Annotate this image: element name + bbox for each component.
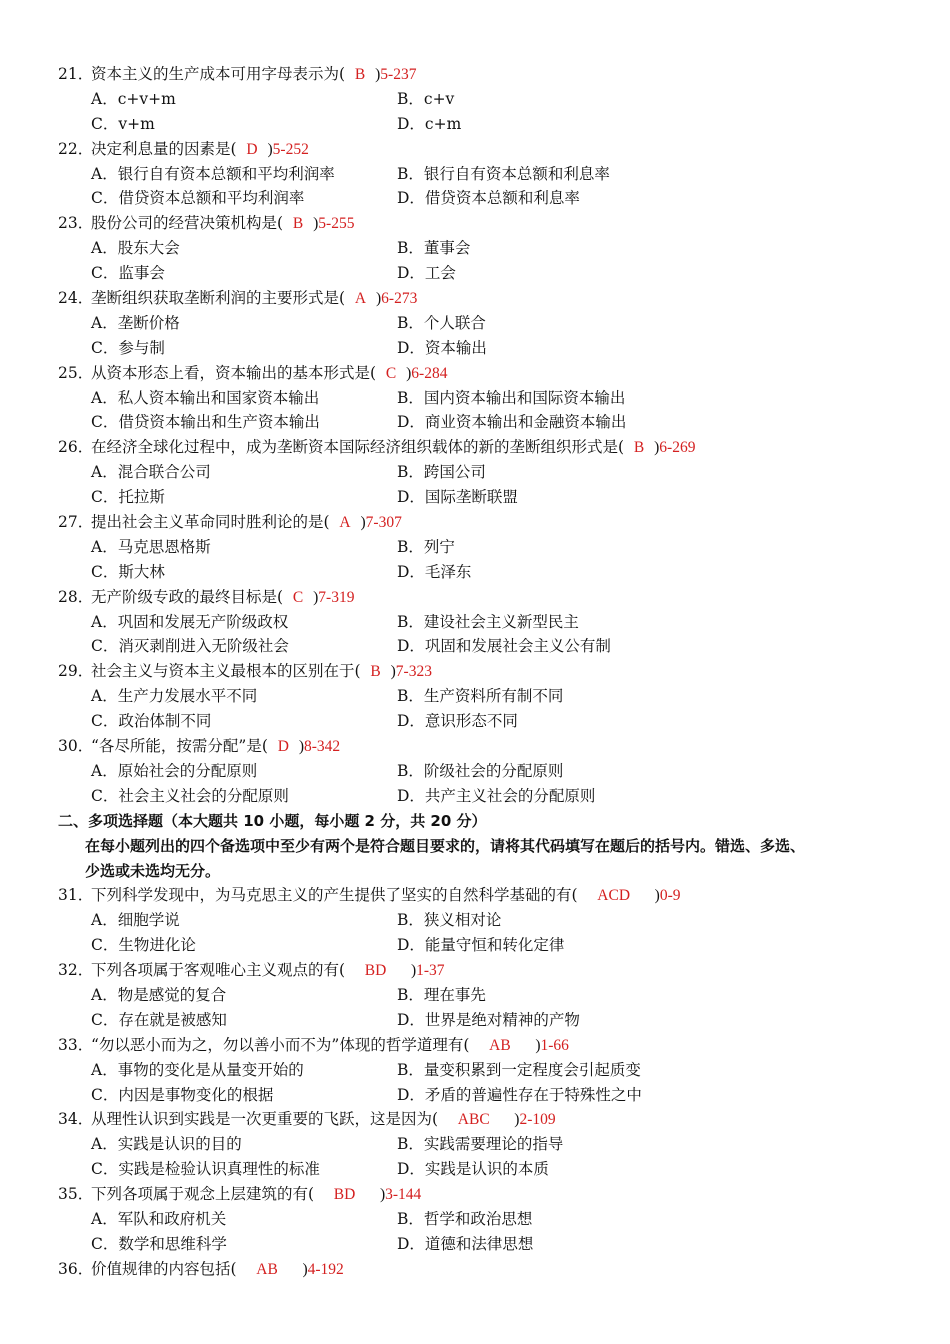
question-text: 价值规律的内容包括( — [91, 1259, 237, 1278]
question-number: 28． — [58, 587, 94, 606]
question-number: 32． — [58, 961, 94, 980]
question-stem — [0, 361, 950, 386]
options-row — [0, 460, 950, 485]
answer-key: B — [292, 215, 304, 233]
close-paren: ) — [375, 290, 382, 308]
question-stem — [0, 62, 950, 87]
option-b: B．狭义相对论 — [397, 911, 502, 930]
question-stem — [0, 734, 950, 759]
options-row — [0, 634, 950, 659]
question-stem — [0, 1182, 950, 1207]
options-row — [0, 610, 950, 635]
options-row — [0, 261, 950, 286]
options-row — [0, 1207, 950, 1232]
question-text: 股份公司的经营决策机构是( — [91, 214, 284, 233]
page-reference: 7-323 — [395, 663, 432, 681]
close-paren: ) — [654, 439, 660, 457]
options-row — [0, 709, 950, 734]
options-row — [0, 485, 950, 510]
option-a: A．c+v+m — [91, 89, 176, 108]
options-row — [0, 759, 950, 784]
options-row — [0, 1232, 950, 1257]
answer-key: BD — [364, 962, 387, 980]
question-number: 26． — [58, 438, 94, 457]
answer-key: C — [292, 588, 304, 606]
options-row — [0, 186, 950, 211]
question-number: 24． — [58, 289, 94, 308]
section-title: 二、多项选择题（本大题共 10 小题，每小题 2 分，共 20 分） — [58, 811, 487, 830]
close-paren: ) — [654, 887, 660, 905]
option-c: C．借贷资本输出和生产资本输出 — [91, 413, 320, 432]
question-number: 31． — [58, 886, 94, 905]
question-text: 下列各项属于客观唯心主义观点的有( — [91, 961, 346, 980]
options-row — [0, 87, 950, 112]
option-d: D．工会 — [397, 264, 456, 283]
option-c: C．实践是检验认识真理性的标准 — [91, 1160, 320, 1179]
section-instructions-line2: 少选或未选均无分。 — [85, 861, 221, 880]
option-a: A．细胞学说 — [91, 911, 180, 930]
question-text: 决定利息量的因素是( — [91, 139, 237, 158]
options-row — [0, 1157, 950, 1182]
exam-document — [0, 62, 950, 1282]
option-c: C．存在就是被感知 — [91, 1010, 227, 1029]
option-c: C．数学和思维科学 — [91, 1234, 227, 1253]
options-row — [0, 908, 950, 933]
option-a: A．银行自有资本总额和平均利润率 — [91, 164, 335, 183]
option-d: D．商业资本输出和金融资本输出 — [397, 413, 627, 432]
page-reference: 1-66 — [540, 1036, 569, 1054]
options-row — [0, 311, 950, 336]
close-paren: ) — [313, 588, 319, 606]
option-c: C．v+m — [91, 114, 155, 133]
option-d: D．世界是绝对精神的产物 — [397, 1010, 580, 1029]
question-stem — [0, 137, 950, 162]
page-reference: 1-37 — [416, 962, 445, 980]
option-c: C．消灭剥削进入无阶级社会 — [91, 637, 289, 656]
question-text: 资本主义的生产成本可用字母表示为( — [91, 65, 346, 83]
option-d: D．道德和法律思想 — [397, 1234, 534, 1253]
question-number: 22． — [58, 139, 94, 158]
options-row — [0, 1008, 950, 1033]
question-text: 从资本形态上看，资本输出的基本形式是( — [91, 363, 377, 382]
page-reference: 2-109 — [519, 1111, 556, 1129]
answer-key: D — [246, 140, 258, 158]
options-row — [0, 386, 950, 411]
question-number: 30． — [58, 737, 94, 756]
question-stem — [0, 1033, 950, 1058]
answer-key: A — [339, 514, 351, 532]
option-c: C．内因是事物变化的根据 — [91, 1085, 274, 1104]
option-a: A．原始社会的分配原则 — [91, 761, 258, 780]
option-d: D．资本输出 — [397, 338, 487, 357]
question-text: 社会主义与资本主义最根本的区别在于( — [91, 662, 361, 681]
option-a: A．马克思恩格斯 — [91, 537, 211, 556]
option-b: B．个人联合 — [397, 313, 486, 332]
close-paren: ) — [390, 663, 396, 681]
question-text: 从理性认识到实践是一次更重要的飞跃，这是因为( — [91, 1110, 439, 1129]
question-number: 29． — [58, 662, 94, 681]
question-stem — [0, 883, 950, 908]
options-row — [0, 1058, 950, 1083]
options-row — [0, 236, 950, 261]
page-reference: 5-255 — [318, 215, 355, 233]
option-d: D．实践是认识的本质 — [397, 1160, 549, 1179]
question-number: 33． — [58, 1035, 94, 1054]
option-b: B．银行自有资本总额和利息率 — [397, 164, 610, 183]
multi-choice-section — [0, 883, 950, 1281]
option-b: B．跨国公司 — [397, 463, 486, 482]
page-reference: 5-252 — [272, 140, 309, 158]
question-text: 垄断组织获取垄断利润的主要形式是( — [91, 289, 346, 308]
page-reference: 6-284 — [411, 364, 448, 382]
option-b: B．国内资本输出和国际资本输出 — [397, 388, 626, 407]
options-row — [0, 112, 950, 137]
question-number: 21． — [58, 65, 94, 83]
page-reference: 0-9 — [659, 887, 681, 905]
options-row — [0, 933, 950, 958]
question-text: 下列科学发现中，为马克思主义的产生提供了坚实的自然科学基础的有( — [91, 886, 578, 905]
question-stem — [0, 211, 950, 236]
option-d: D．矛盾的普遍性存在于特殊性之中 — [397, 1085, 642, 1104]
close-paren: ) — [267, 140, 273, 158]
option-a: A．实践是认识的目的 — [91, 1135, 242, 1154]
page-reference: 8-342 — [304, 738, 341, 756]
answer-key: D — [277, 738, 289, 756]
question-stem — [0, 1107, 950, 1132]
section-instructions-line1: 在每小题列出的四个备选项中至少有两个是符合题目要求的，请将其代码填写在题后的括号内。错选、多选、 — [85, 836, 806, 855]
page-reference: 7-307 — [365, 514, 402, 532]
option-b: B．c+v — [397, 89, 455, 108]
option-c: C．监事会 — [91, 264, 165, 283]
option-c: C．社会主义社会的分配原则 — [91, 786, 289, 805]
option-b: B．阶级社会的分配原则 — [397, 761, 564, 780]
close-paren: ) — [313, 215, 319, 233]
close-paren: ) — [406, 364, 412, 382]
page-reference: 6-273 — [381, 290, 418, 308]
close-paren: ) — [535, 1036, 541, 1054]
option-b: B．生产资料所有制不同 — [397, 687, 564, 706]
answer-key: ABC — [457, 1111, 490, 1129]
option-d: D．意识形态不同 — [397, 712, 518, 731]
question-text: 下列各项属于观念上层建筑的有( — [91, 1185, 315, 1204]
answer-key: AB — [489, 1036, 511, 1054]
answer-key: B — [633, 439, 645, 457]
option-c: C．政治体制不同 — [91, 712, 212, 731]
question-stem — [0, 659, 950, 684]
question-stem — [0, 286, 950, 311]
option-b: B．董事会 — [397, 239, 471, 258]
option-d: D．借贷资本总额和利息率 — [397, 189, 580, 208]
options-row — [0, 784, 950, 809]
option-d: D．国际垄断联盟 — [397, 488, 518, 507]
question-stem — [0, 510, 950, 535]
close-paren: ) — [514, 1111, 520, 1129]
question-number: 23． — [58, 214, 94, 233]
option-a: A．物是感觉的复合 — [91, 985, 227, 1004]
question-text: “各尽所能，按需分配”是( — [91, 737, 268, 756]
options-row — [0, 684, 950, 709]
close-paren: ) — [410, 962, 417, 980]
question-number: 36． — [58, 1259, 94, 1278]
options-row — [0, 560, 950, 585]
option-a: A．私人资本输出和国家资本输出 — [91, 388, 320, 407]
page-reference: 4-192 — [307, 1260, 344, 1278]
option-b: B．理在事先 — [397, 985, 486, 1004]
question-number: 25． — [58, 363, 94, 382]
option-d: D．巩固和发展社会主义公有制 — [397, 637, 611, 656]
option-b: B．实践需要理论的指导 — [397, 1135, 564, 1154]
question-stem — [0, 435, 950, 460]
answer-key: B — [370, 663, 381, 681]
option-c: C．斯大林 — [91, 562, 165, 581]
question-number: 27． — [58, 513, 94, 532]
option-d: D．毛泽东 — [397, 562, 472, 581]
option-c: C．借贷资本总额和平均利润率 — [91, 189, 305, 208]
question-number: 35． — [58, 1185, 94, 1204]
close-paren: ) — [375, 66, 381, 83]
single-choice-section — [0, 62, 950, 809]
question-text: 在经济全球化过程中，成为垄断资本国际经济组织载体的新的垄断组织形式是( — [91, 438, 625, 457]
close-paren: ) — [298, 738, 304, 756]
option-c: C．托拉斯 — [91, 488, 165, 507]
page-reference: 3-144 — [385, 1186, 422, 1204]
close-paren: ) — [360, 514, 366, 532]
question-number: 34． — [58, 1110, 94, 1129]
option-d: D．c+m — [397, 114, 462, 133]
option-b: B．量变积累到一定程度会引起质变 — [397, 1060, 641, 1079]
answer-key: A — [354, 290, 367, 308]
options-row — [0, 535, 950, 560]
option-a: A．混合联合公司 — [91, 463, 211, 482]
question-stem — [0, 585, 950, 610]
options-row — [0, 410, 950, 435]
answer-key: C — [385, 364, 397, 382]
question-text: “勿以恶小而为之，勿以善小而不为”体现的哲学道理有( — [91, 1035, 470, 1054]
close-paren: ) — [379, 1186, 386, 1204]
option-a: A．生产力发展水平不同 — [91, 687, 258, 706]
option-a: A．巩固和发展无产阶级政权 — [91, 612, 289, 631]
option-b: B．列宁 — [397, 537, 455, 556]
question-stem — [0, 1257, 950, 1282]
options-row — [0, 1083, 950, 1108]
answer-key: ACD — [597, 887, 631, 905]
options-row — [0, 336, 950, 361]
option-c: C．生物进化论 — [91, 936, 196, 955]
option-c: C．参与制 — [91, 338, 165, 357]
answer-key: BD — [333, 1186, 356, 1204]
answer-key: B — [354, 66, 366, 83]
options-row — [0, 983, 950, 1008]
option-a: A．垄断价格 — [91, 313, 180, 332]
question-text: 提出社会主义革命同时胜利论的是( — [91, 513, 330, 532]
option-a: A．事物的变化是从量变开始的 — [91, 1060, 304, 1079]
options-row — [0, 1132, 950, 1157]
page-reference: 6-269 — [659, 439, 696, 457]
option-b: B．建设社会主义新型民主 — [397, 612, 579, 631]
answer-key: AB — [256, 1260, 278, 1278]
option-a: A．股东大会 — [91, 239, 180, 258]
option-d: D．能量守恒和转化定律 — [397, 936, 565, 955]
page-reference: 5-237 — [380, 66, 417, 83]
question-stem — [0, 958, 950, 983]
page-reference: 7-319 — [318, 588, 355, 606]
close-paren: ) — [302, 1260, 308, 1278]
option-d: D．共产主义社会的分配原则 — [397, 786, 596, 805]
question-text: 无产阶级专政的最终目标是( — [91, 587, 284, 606]
option-b: B．哲学和政治思想 — [397, 1209, 533, 1228]
options-row — [0, 162, 950, 187]
option-a: A．军队和政府机关 — [91, 1209, 227, 1228]
